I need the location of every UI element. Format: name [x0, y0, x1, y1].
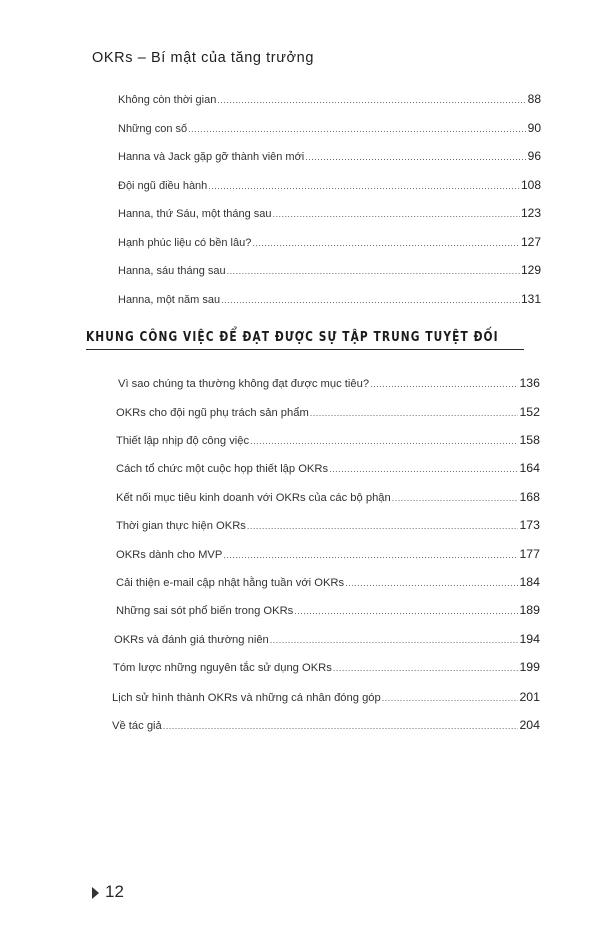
toc-entry-page: 173 [519, 518, 540, 532]
toc-entry-page: 96 [527, 149, 541, 163]
toc-dot-leader [208, 181, 520, 191]
toc-entry-page: 158 [519, 433, 540, 447]
toc-entry-title: Hanna, sáu tháng sau [118, 265, 226, 277]
toc-entry [118, 292, 541, 306]
toc-dot-leader [221, 295, 520, 305]
toc-entry [113, 660, 540, 674]
toc-entry-page: 136 [519, 376, 540, 390]
toc-dot-leader [370, 379, 518, 389]
toc-entry-page: 189 [519, 603, 540, 617]
section-title: KHUNG CÔNG VIỆC ĐỂ ĐẠT ĐƯỢC SỰ TẬP TRUNG TUYỆT ĐỐI [86, 329, 499, 345]
toc-entry [116, 518, 540, 532]
toc-entry-page: 90 [527, 121, 541, 135]
toc-dot-leader [294, 606, 518, 616]
toc-entry [116, 461, 540, 475]
toc-entry-title: Thời gian thực hiện OKRs [116, 520, 246, 532]
toc-dot-leader [163, 721, 519, 731]
toc-dot-leader [223, 550, 518, 560]
toc-entry-title: Hạnh phúc liệu có bền lâu? [118, 237, 252, 249]
toc-entry [118, 376, 540, 390]
toc-entry-page: 201 [519, 690, 540, 704]
toc-entry-page: 177 [519, 547, 540, 561]
toc-entry-page: 129 [520, 263, 541, 277]
toc-entry-page: 204 [519, 718, 540, 732]
toc-entry-page: 88 [527, 92, 541, 106]
toc-entry-page: 108 [520, 178, 541, 192]
toc-entry [116, 575, 540, 589]
toc-entry [116, 405, 540, 419]
toc-dot-leader [345, 578, 518, 588]
toc-dot-leader [270, 635, 519, 645]
toc-entry-title: OKRs cho đội ngũ phụ trách sản phẩm [116, 407, 309, 419]
toc-entry-title: Hanna và Jack gặp gỡ thành viên mới [118, 151, 305, 163]
toc-entry-page: 199 [519, 660, 540, 674]
toc-entry-title: Vì sao chúng ta thường không đạt được mục tiêu? [118, 378, 370, 390]
running-header: OKRs – Bí mật của tăng trưởng [92, 50, 314, 66]
toc-dot-leader [305, 152, 526, 162]
toc-entry [116, 547, 540, 561]
toc-entry [116, 603, 540, 617]
toc-entry-title: Đội ngũ điều hành [118, 180, 208, 192]
page-marker-icon [92, 887, 99, 899]
toc-dot-leader [333, 663, 519, 673]
toc-entry-title: Về tác giả [112, 720, 162, 732]
toc-entry-page: 194 [519, 632, 540, 646]
toc-entry-title: Không còn thời gian [118, 94, 217, 106]
toc-entry [118, 121, 541, 135]
toc-entry-title: Hanna, thứ Sáu, một tháng sau [118, 208, 272, 220]
toc-entry-page: 123 [520, 206, 541, 220]
toc-dot-leader [252, 238, 520, 248]
toc-dot-leader [310, 408, 519, 418]
toc-dot-leader [329, 464, 518, 474]
toc-dot-leader [273, 209, 520, 219]
toc-dot-leader [217, 95, 526, 105]
toc-entry-page: 184 [519, 575, 540, 589]
toc-entry [118, 92, 541, 106]
toc-entry [118, 235, 541, 249]
toc-entry-title: OKRs dành cho MVP [116, 549, 223, 561]
toc-entry-title: OKRs và đánh giá thường niên [114, 634, 269, 646]
toc-entry-title: Cách tổ chức một cuộc họp thiết lập OKRs [116, 463, 329, 475]
toc-entry [112, 690, 540, 704]
page-number: 12 [105, 882, 124, 901]
toc-entry-page: 168 [519, 490, 540, 504]
toc-entry-title: Kết nối mục tiêu kinh doanh với OKRs của các bộ phận [116, 492, 391, 504]
toc-entry [112, 718, 540, 732]
section-divider [86, 349, 524, 350]
toc-dot-leader [382, 693, 519, 703]
toc-entry-title: Lịch sử hình thành OKRs và những cá nhân đóng góp [112, 692, 381, 704]
toc-entry-title: Những con số [118, 123, 188, 135]
toc-entry [118, 178, 541, 192]
toc-entry [116, 433, 540, 447]
toc-entry [116, 490, 540, 504]
toc-entry-page: 164 [519, 461, 540, 475]
toc-dot-leader [250, 436, 518, 446]
toc-entry-title: Cải thiện e-mail cập nhật hằng tuần với OKRs [116, 577, 345, 589]
toc-entry-title: Tóm lược những nguyên tắc sử dụng OKRs [113, 662, 332, 674]
toc-entry [114, 632, 540, 646]
toc-dot-leader [392, 493, 519, 503]
toc-dot-leader [188, 124, 527, 134]
toc-entry [118, 206, 541, 220]
toc-entry-page: 127 [520, 235, 541, 249]
toc-entry-title: Những sai sót phổ biến trong OKRs [116, 605, 294, 617]
toc-entry-title: Hanna, một năm sau [118, 294, 221, 306]
toc-entry-page: 152 [519, 405, 540, 419]
toc-entry [118, 263, 541, 277]
toc-dot-leader [227, 266, 520, 276]
toc-dot-leader [247, 521, 519, 531]
toc-entry [118, 149, 541, 163]
toc-entry-page: 131 [520, 292, 541, 306]
toc-entry-title: Thiết lập nhịp độ công việc [116, 435, 250, 447]
